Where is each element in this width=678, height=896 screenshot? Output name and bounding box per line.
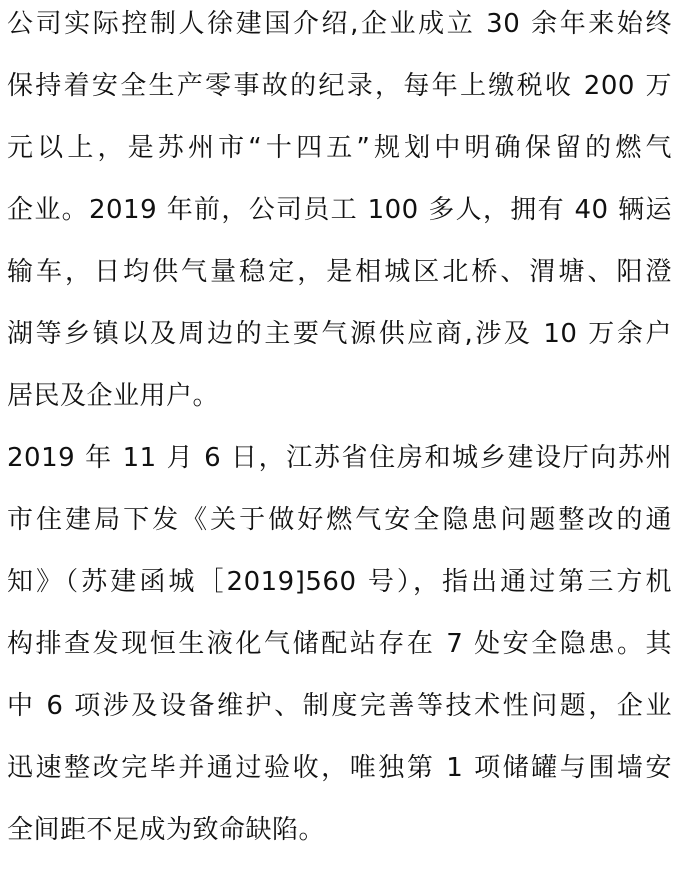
text-line: 保持着安全生产零事故的纪录，每年上缴税收 200 万 [7,71,672,101]
text-line: 全间距不足成为致命缺陷。 [7,815,326,845]
text-line: 公司实际控制人徐建国介绍,企业成立 30 余年来始终 [7,9,672,39]
text-line: 居民及企业用户。 [7,381,220,411]
text-line: 输车，日均供气量稳定，是相城区北桥、渭塘、阳澄 [7,257,672,287]
text-line: 市住建局下发《关于做好燃气安全隐患问题整改的通 [7,505,672,535]
text-line: 知》（苏建函城［2019]560 号），指出通过第三方机 [7,567,672,597]
text-line: 元以上，是苏州市“十四五”规划中明确保留的燃气 [7,133,672,163]
text-line: 湖等乡镇以及周边的主要气源供应商,涉及 10 万余户 [7,319,672,349]
text-line: 迅速整改完毕并通过验收，唯独第 1 项储罐与围墙安 [7,753,672,783]
text-line: 构排查发现恒生液化气储配站存在 7 处安全隐患。其 [7,629,672,659]
text-line: 中 6 项涉及设备维护、制度完善等技术性问题，企业 [7,691,672,721]
text-line: 企业。2019 年前，公司员工 100 多人，拥有 40 辆运 [7,195,672,225]
text-line: 2019 年 11 月 6 日，江苏省住房和城乡建设厅向苏州 [7,443,672,473]
